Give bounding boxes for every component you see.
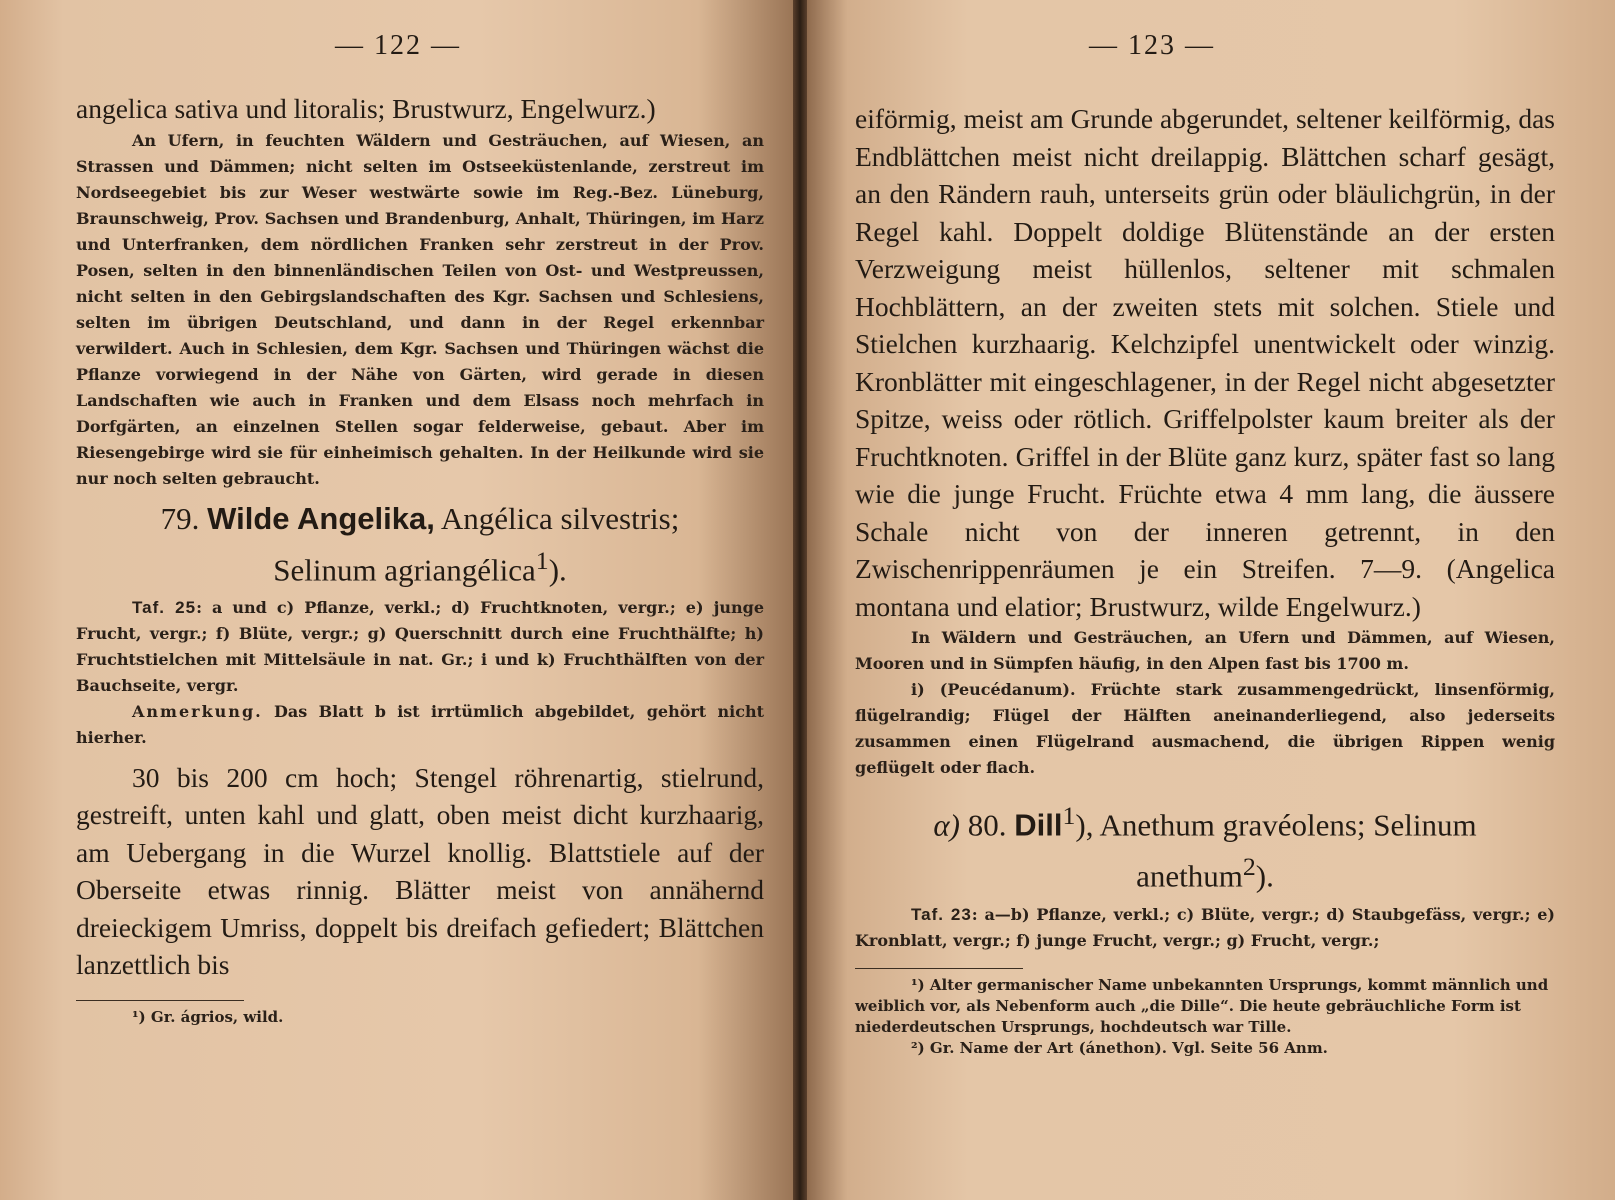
species-synonym: anethum <box>1136 858 1243 894</box>
left-page <box>0 0 793 1200</box>
footnote: ²) Gr. Name der Art (ánethon). Vgl. Seite 56 Anm. <box>911 1038 1328 1057</box>
species-prefix: α) <box>933 807 960 843</box>
species-number: 80. <box>967 807 1007 843</box>
remark-text: Das Blatt b ist irrtümlich abgebildet, gehört nicht hierher. <box>76 701 765 747</box>
description-paragraph: eiförmig, meist am Grunde abgerundet, seltener keilförmig, das Endblättchen meist nicht dreilappig. Blättchen scharf gesägt, an den Rändern rauh, unterseits grün oder bläulichgrün, in der Regel kahl. Doppelt doldige Blütenstände an der ersten Verzweigung meist hüllenlos, seltener mit schmalen Hochblättern, an der zweiten stets mit solchen. Stiele und Stielchen kurzhaarig. Kelchzipfel unentwickelt oder winzig. Kronblätter mit eingeschlagener, in der Regel nicht abgesetzter Spitze, weiss oder rötlich. Griffelpolster kaum breiter als der Fruchtknoten. Griffel in der Blüte ganz kurz, später fast so lang wie die junge Frucht. Früchte etwa 4 mm lang, die äussere Schale nicht von der inneren getrennt, in den Zwischenrippenräumen je ein Streifen. 7—9. (Angelica montana und elatior; Brustwurz, wilde Engelwurz.) <box>855 103 1555 622</box>
species-common-name: Wilde Angelika, <box>207 500 435 536</box>
footnote: ¹) Gr. ágrios, wild. <box>132 1007 284 1026</box>
page-body <box>855 100 1555 1059</box>
footnote-rule <box>76 1000 244 1001</box>
plate-reference <box>76 595 764 699</box>
species-heading-end: ). <box>548 551 567 587</box>
right-page <box>807 0 1615 1200</box>
footnote-ref: 1 <box>1062 801 1076 830</box>
species-heading <box>855 795 1555 898</box>
remark-paragraph <box>76 699 764 751</box>
footnote-ref: 1 <box>535 545 549 575</box>
species-synonym: Selinum agriangélica <box>273 551 536 587</box>
plate-text: : a—b) Pflanze, verkl.; c) Blüte, vergr.; d) Staubgefäss, vergr.; e) Kronblatt, vergr.; f) junge Frucht, vergr.; g) Frucht, vergr.; <box>855 904 1556 950</box>
plate-label: Taf. 25 <box>132 597 197 617</box>
species-number: 79. <box>160 500 200 536</box>
species-latin-name: Angélica silvestris; <box>440 500 680 536</box>
species-heading-end: ). <box>1255 858 1274 894</box>
description-paragraph: 30 bis 200 cm hoch; Stengel röhrenartig, stielrund, gestreift, unten kahl und glatt, oben meist dicht kurzhaarig, am Uebergang in die Wurzel knollig. Blattstiele auf der Oberseite etwas rinnig. Blätter meist von annähernd dreieckigem Umriss, doppelt bis dreifach gefiedert; Blättchen lanzettlich bis <box>76 761 764 981</box>
footnote-ref: 2 <box>1242 852 1256 882</box>
footnote-rule <box>855 968 1023 969</box>
species-heading <box>76 498 764 591</box>
plate-text: : a und c) Pflanze, verkl.; d) Fruchtknoten, vergr.; e) junge Frucht, vergr.; f) Blüte, vergr.; g) Querschnitt durch eine Fruchthälfte; h) Fruchtstielchen mit Mittelsäule in nat. Gr.; i und k) Fruchthälften von der Bauchseite, vergr. <box>76 597 764 695</box>
page-number: — 123 — <box>1089 30 1215 61</box>
plate-reference <box>855 902 1555 954</box>
subgenus-paragraph: i) (Peucédanum). Früchte stark zusammengedrückt, linsenförmig, flügelrandig; Flügel der Hälften aneinanderliegend, also jederseits zusammen einen Flügelrand ausmachend, die übrigen Rippen wenig geflügelt oder flach. <box>855 680 1555 777</box>
page-number: — 122 — <box>335 30 461 61</box>
species-common-name: Dill <box>1014 807 1063 843</box>
habitat-paragraph: An Ufern, in feuchten Wäldern und Gesträuchen, auf Wiesen, an Strassen und Dämmen; nicht selten im Ostseeküstenlande, zerstreut im Nordseegebiet bis zur Weser westwärte sowie im Reg.-Bez. Lüneburg, Braunschweig, Prov. Sachsen und Brandenburg, Anhalt, Thüringen, im Harz und Unterfranken, dem nördlichen Franken sehr zerstreut in der Prov. Posen, selten in den binnenländischen Teilen von Ost- und Westpreussen, nicht selten in den Gebirgslandschaften des Kgr. Sachsen und Schlesiens, selten im übrigen Deutschland, und dann in der Regel erkennbar verwildert. Auch in Schlesien, dem Kgr. Sachsen und Thüringen wächst die Pflanze vorwiegend in der Nähe von Gärten, wird gerade in diesen Landschaften wie auch in Franken und dem Elsass noch mehrfach in Dorfgärten, an einzelnen Stellen sogar felderweise, gebaut. Aber im Riesengebirge wird sie für einheimisch gehalten. In der Heilkunde wird sie nur noch selten gebraucht. <box>76 130 764 488</box>
footnote: ¹) Alter germanischer Name unbekannten Ursprungs, kommt männlich und weiblich vor, als Nebenform auch „die Dille“. Die heute gebräuchliche Form ist niederdeutschen Ursprungs, hochdeutsch war Tille. <box>855 975 1549 1036</box>
continuation-text: angelica sativa und litoralis; Brustwurz, Engelwurz.) <box>76 93 656 124</box>
plate-label: Taf. 23 <box>911 904 972 924</box>
remark-label: Anmerkung. <box>132 701 263 721</box>
species-latin-name: ), Anethum gravéolens; Selinum <box>1075 807 1477 843</box>
habitat-paragraph: In Wäldern und Gesträuchen, an Ufern und Dämmen, auf Wiesen, Mooren und in Sümpfen häufig, in den Alpen fast bis 1700 m. <box>855 628 1555 673</box>
book-gutter <box>793 0 807 1200</box>
page-body <box>76 90 764 1028</box>
